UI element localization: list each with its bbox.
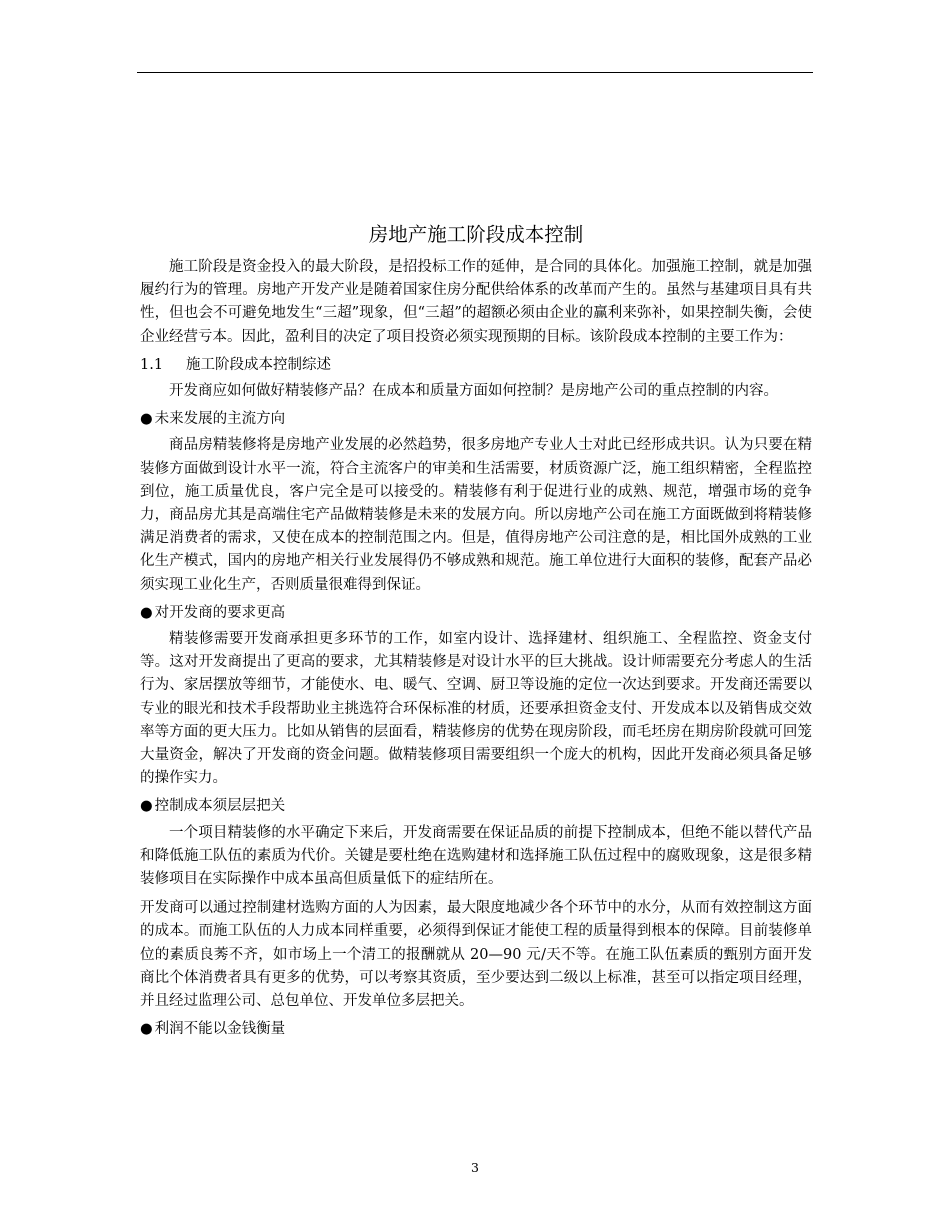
document-title: 房地产施工阶段成本控制: [368, 223, 584, 246]
bullet-icon: ●: [140, 604, 153, 621]
bullet-paragraph: 精装修需要开发商承担更多环节的工作，如室内设计、选择建材、组织施工、全程监控、资金支付等。这对开发商提出了更高的要求，尤其精装修是对设计水平的巨大挑战。设计师需要充分考虑人的生活行为、家居摆放等细节，才能使水、电、暖气、空调、厨卫等设施的定位一次达到要求。开发商还需要以专业的眼光和技术手段帮助业主挑选符合环保标准的材质，还要承担资金支付、开发成本以及销售成交效率等方面的更大压力。比如从销售的层面看，精装修房的优势在现房阶段，而毛坯房在期房阶段就可回笼大量资金，解决了开发商的资金问题。做精装修项目需要组织一个庞大的机构，因此开发商必须具备足够的操作实力。: [140, 631, 812, 787]
page-number: 3: [471, 1160, 479, 1175]
document-body: [140, 220, 812, 1045]
bullet-heading-text: 对开发商的要求更高: [154, 604, 286, 621]
bullet-paragraph: 一个项目精装修的水平确定下来后，开发商需要在保证品质的前提下控制成本，但绝不能以替代产品和降低施工队伍的素质为代价。关键是要杜绝在选购建材和选择施工队伍过程中的腐败现象，这是很多精装修项目在实际操作中成本虽高但质量低下的症结所在。: [140, 824, 812, 888]
bullet-extra-paragraph: 开发商可以通过控制建材选购方面的人为因素，最大限度地减少各个环节中的水分，从而有效控制这方面的成本。而施工队伍的人力成本同样重要，必须得到保证才能使工程的质量得到根本的保障。目前装修单位的素质良莠不齐，如市场上一个清工的报酬就从 20—90 元/天不等。在施工队伍素质的甄别方面开发商比个体消费者具有更多的优势，可以考察其资质，至少要达到二级以上标准，甚至可以指定项目经理，并且经过监理公司、总包单位、开发单位多层把关。: [140, 900, 812, 1010]
bullet-heading: [140, 602, 812, 625]
bullet-icon: ●: [140, 1021, 153, 1038]
section-number: 1.1: [140, 356, 164, 373]
section-intro-paragraph: 开发商应如何做好精装修产品？在成本和质量方面如何控制？是房地产公司的重点控制的内容。: [169, 383, 778, 400]
bullet-heading-text: 控制成本须层层把关: [154, 798, 286, 815]
section-title: 施工阶段成本控制综述: [186, 356, 331, 373]
bullet-heading-text: 未来发展的主流方向: [154, 411, 286, 428]
bullet-heading: [140, 408, 812, 431]
bullet-heading: [140, 1018, 812, 1041]
bullet-paragraph: 商品房精装修将是房地产业发展的必然趋势，很多房地产专业人士对此已经形成共识。认为只要在精装修方面做到设计水平一流，符合主流客户的审美和生活需要，材质资源广泛，施工组织精密，全程监控到位，施工质量优良，客户完全是可以接受的。精装修有利于促进行业的成熟、规范，增强市场的竞争力，商品房尤其是高端住宅产品做精装修是未来的发展方向。所以房地产公司在施工方面既做到将精装修满足消费者的需求，又使在成本的控制范围之内。但是，值得房地产公司注意的是，相比国外成熟的工业化生产模式，国内的房地产相关行业发展得仍不够成熟和规范。施工单位进行大面积的装修，配套产品必须实现工业化生产，否则质量很难得到保证。: [140, 437, 812, 593]
bullet-heading: [140, 795, 812, 818]
header-rule: [137, 72, 813, 73]
section-heading: [140, 354, 812, 377]
intro-paragraph: 施工阶段是资金投入的最大阶段，是招投标工作的延伸，是合同的具体化。加强施工控制，就是加强履约行为的管理。房地产开发产业是随着国家住房分配供给体系的改革而产生的。虽然与基建项目具有共性，但也会不可避免地发生“三超”现象，但“三超”的超额必须由企业的赢利来弥补，如果控制失衡，会使企业经营亏本。因此，盈利目的决定了项目投资必须实现预期的目标。该阶段成本控制的主要工作为：: [140, 259, 812, 345]
bullet-heading-text: 利润不能以金钱衡量: [154, 1021, 286, 1038]
bullet-icon: ●: [140, 411, 153, 428]
bullet-icon: ●: [140, 798, 153, 815]
